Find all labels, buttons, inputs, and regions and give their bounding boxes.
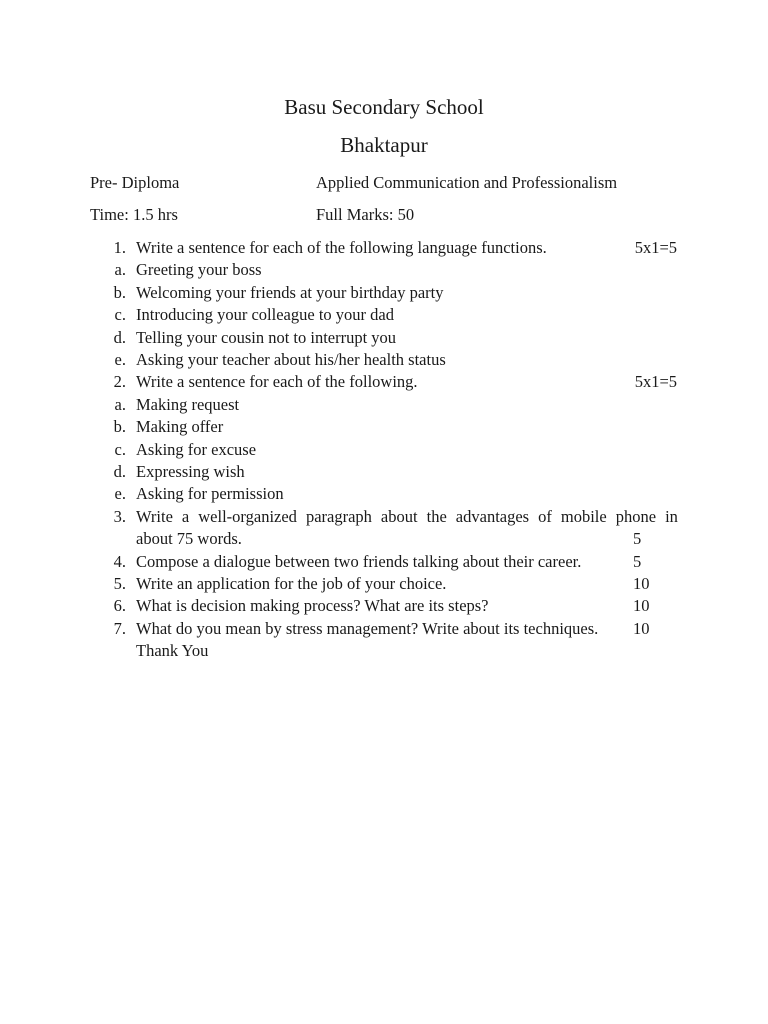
sub-item-text: Introducing your colleague to your dad bbox=[136, 305, 394, 325]
sub-item-text: Welcoming your friends at your birthday party bbox=[136, 282, 444, 302]
question-3 bbox=[90, 506, 680, 528]
sub-item-text: Asking for permission bbox=[136, 484, 284, 504]
question-6 bbox=[90, 595, 680, 617]
question-1 bbox=[90, 237, 680, 259]
full-marks-label: Full Marks: 50 bbox=[316, 205, 415, 224]
school-location: Bhaktapur bbox=[340, 133, 428, 157]
question-2a bbox=[90, 394, 680, 416]
question-word: phone bbox=[615, 506, 657, 526]
sub-item-letter: e. bbox=[114, 350, 126, 369]
question-text-line-2: about 75 words. bbox=[136, 529, 242, 549]
question-2c bbox=[90, 439, 680, 461]
question-1e bbox=[90, 349, 680, 371]
question-word: in bbox=[665, 506, 678, 526]
question-1b bbox=[90, 282, 680, 304]
meta-row-level bbox=[90, 173, 690, 195]
sub-item-text: Asking for excuse bbox=[136, 439, 257, 459]
sub-item-text: Telling your cousin not to interrupt you bbox=[136, 327, 397, 347]
question-word: a bbox=[181, 506, 190, 526]
question-text: Write a sentence for each of the following language functions. bbox=[136, 238, 547, 257]
question-number: 6. bbox=[113, 596, 126, 616]
question-text: What is decision making process? What are its steps? bbox=[136, 596, 489, 616]
sub-item-letter: a. bbox=[114, 394, 126, 414]
school-name: Basu Secondary School bbox=[284, 95, 484, 119]
question-marks: 5x1=5 bbox=[634, 238, 677, 257]
thank-you-text: Thank You bbox=[136, 641, 209, 661]
sub-item-text: Making offer bbox=[136, 417, 224, 437]
question-1d bbox=[90, 327, 680, 349]
time-label: Time: 1.5 hrs bbox=[90, 205, 178, 224]
question-word: advantages bbox=[455, 506, 530, 526]
question-3-continued bbox=[90, 528, 680, 550]
question-number: 5. bbox=[113, 574, 126, 593]
closing-line bbox=[90, 640, 680, 662]
question-2d bbox=[90, 461, 680, 483]
sub-item-letter: d. bbox=[113, 327, 126, 347]
question-number: 1. bbox=[113, 238, 126, 257]
question-5 bbox=[90, 573, 680, 595]
sub-item-letter: b. bbox=[113, 417, 126, 437]
level-label: Pre- Diploma bbox=[90, 173, 180, 192]
question-marks: 10 bbox=[633, 596, 650, 616]
question-text: Write an application for the job of your choice. bbox=[136, 574, 447, 593]
question-text: Compose a dialogue between two friends talking about their career. bbox=[136, 551, 582, 571]
sub-item-letter: e. bbox=[114, 484, 126, 504]
question-number: 7. bbox=[113, 618, 126, 638]
sub-item-text: Expressing wish bbox=[136, 462, 245, 481]
question-marks: 5x1=5 bbox=[634, 372, 677, 392]
question-word: Write bbox=[136, 506, 173, 526]
question-marks: 10 bbox=[633, 618, 650, 638]
sub-item-letter: a. bbox=[114, 260, 126, 280]
question-number: 3. bbox=[113, 506, 126, 526]
question-number: 2. bbox=[113, 372, 126, 392]
question-text: What do you mean by stress management? Write about its techniques. bbox=[136, 618, 599, 638]
question-word: mobile bbox=[560, 506, 607, 526]
meta-row-time bbox=[90, 205, 690, 227]
sub-item-letter: b. bbox=[113, 282, 126, 302]
question-word: well-organized bbox=[198, 506, 297, 526]
question-2b bbox=[90, 416, 680, 438]
sub-item-text: Making request bbox=[136, 394, 240, 414]
sub-item-text: Asking your teacher about his/her health status bbox=[136, 350, 446, 369]
question-7 bbox=[90, 618, 680, 640]
question-marks: 5 bbox=[633, 551, 642, 571]
sub-item-letter: c. bbox=[114, 305, 126, 325]
sub-item-letter: c. bbox=[114, 439, 126, 459]
question-word: about bbox=[380, 506, 418, 526]
question-text: Write a sentence for each of the following. bbox=[136, 372, 418, 392]
question-word: paragraph bbox=[305, 506, 372, 526]
question-marks: 5 bbox=[633, 529, 642, 549]
question-word: the bbox=[426, 506, 447, 526]
question-word: of bbox=[538, 506, 552, 526]
question-marks: 10 bbox=[633, 574, 650, 593]
sub-item-text: Greeting your boss bbox=[136, 260, 262, 280]
subject-label: Applied Communication and Professionalism bbox=[316, 173, 618, 192]
question-1a bbox=[90, 259, 680, 281]
question-number: 4. bbox=[113, 551, 126, 571]
question-2 bbox=[90, 371, 680, 393]
question-1c bbox=[90, 304, 680, 326]
question-text-line-1 bbox=[136, 506, 678, 528]
question-2e bbox=[90, 483, 680, 505]
sub-item-letter: d. bbox=[113, 462, 126, 481]
question-4 bbox=[90, 551, 680, 573]
